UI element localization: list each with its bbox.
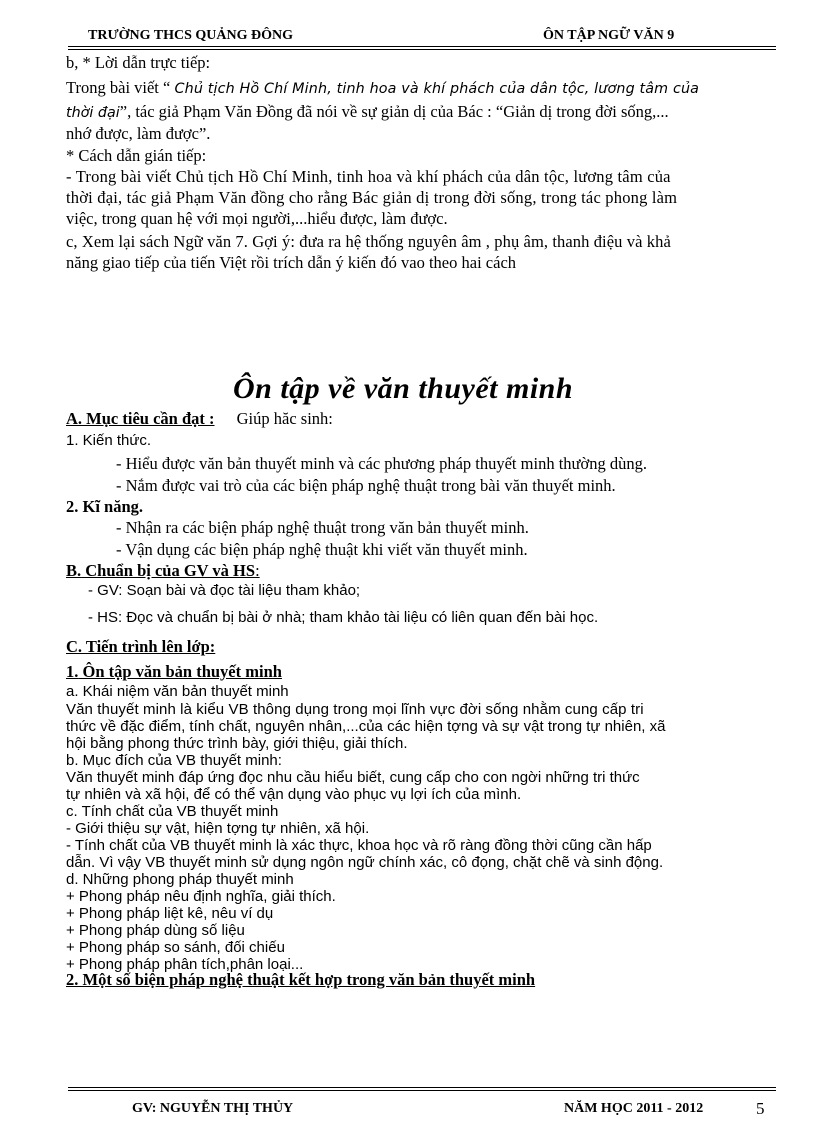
purpose-heading: b. Mục đích của VB thuyết minh: [66, 752, 282, 769]
knowledge-item-1: - Hiểu được văn bản thuyết minh và các phương pháp thuyết minh thường dùng. [116, 454, 647, 473]
footer-year: NĂM HỌC 2011 - 2012 [564, 1101, 704, 1116]
footer-rule-top [68, 1087, 776, 1088]
preparation-letter: B. [66, 561, 82, 580]
methods-item: + Phong pháp liệt kê, nêu ví dụ [66, 905, 274, 922]
purpose-line-1: Văn thuyết minh đáp ứng đọc nhu cầu hiểu biết, cung cấp cho con ngời những tri thức [66, 769, 640, 786]
procedure-heading: C. Tiến trình lên lớp: [66, 637, 216, 656]
section-b-quote-line1 [66, 78, 770, 98]
section-b-quote-line2 [66, 102, 669, 122]
objectives-label [66, 409, 215, 428]
section-c-line-1: c, Xem lại sách Ngữ văn 7. Gợi ý: đưa ra hệ thống nguyên âm , phụ âm, thanh điệu và khả [66, 232, 671, 251]
skills-heading: 2. Kĩ năng. [66, 497, 144, 516]
property-heading: c. Tính chất của VB thuyết minh [66, 803, 279, 820]
quote-book-title: Chủ tịch Hồ Chí Minh, tinh hoa và khí phách của dân tộc, lương tâm của [174, 81, 700, 97]
concept-line-2: thức về đặc điểm, tính chất, nguyên nhân,...của các hiện tợng và sự vật trong tự nhiên, xã [66, 718, 666, 735]
lesson-title: Ôn tập về văn thuyết minh [233, 372, 574, 405]
preparation-heading [66, 561, 260, 581]
concept-line-1: Văn thuyết minh là kiểu VB thông dụng trong mọi lĩnh vực đời sống nhằm cung cấp tri [66, 701, 644, 718]
quote-suffix: ”, tác giả Phạm Văn Đồng đã nói về sự giản dị của Bác : “Giản dị trong đời sống,... [119, 102, 669, 121]
indirect-line-3: việc, trong quan hệ với mọi người,...hiểu được, làm được. [66, 209, 448, 228]
knowledge-heading: 1. Kiến thức. [66, 432, 152, 449]
skills-item-2: - Vận dụng các biện pháp nghệ thuật khi viết văn thuyết minh. [116, 540, 528, 559]
preparation-label [66, 561, 255, 580]
review-title: Ôn tập văn bản thuyết minh [78, 662, 282, 681]
indirect-heading: * Cách dẫn gián tiếp: [66, 146, 207, 165]
section-c-line-2: năng giao tiếp của tiến Việt rồi trích dẫn ý kiến đó vao theo hai cách [66, 253, 517, 272]
review-number: 1. [66, 662, 79, 681]
quote-prefix: Trong bài viết “ [66, 78, 175, 97]
art-measures-heading: 2. Một số biện pháp nghệ thuật kết hợp trong văn bản thuyết minh [66, 970, 536, 989]
preparation-colon: : [255, 561, 260, 580]
header-subject: ÔN TẬP NGỮ VĂN 9 [543, 28, 675, 43]
objectives-title: Mục tiêu cần đạt : [82, 409, 215, 428]
property-line-3: dẫn. Vì vậy VB thuyết minh sử dụng ngôn ngữ chính xác, cô đọng, chặt chẽ và sinh động. [66, 854, 664, 871]
section-b-quote-line3: nhớ được, làm được”. [66, 124, 211, 143]
knowledge-item-2: - Nắm được vai trò của các biện pháp nghệ thuật trong bài văn thuyết minh. [116, 476, 616, 495]
methods-item: + Phong pháp so sánh, đối chiếu [66, 939, 285, 956]
quote-book-title-end: thời đại [66, 105, 120, 121]
methods-item: + Phong pháp nêu định nghĩa, giải thích. [66, 888, 336, 905]
preparation-teacher: - GV: Soạn bài và đọc tài liệu tham khảo; [88, 582, 361, 599]
objectives-help: Giúp hăc sinh: [236, 409, 333, 428]
indirect-line-2: thời đại, tác giả Phạm Văn đồng cho rằng Bác giản dị trong đời sống, trong tác phong làm [66, 188, 678, 207]
methods-heading: d. Những phong pháp thuyết minh [66, 871, 294, 888]
property-line-2: - Tính chất của VB thuyết minh là xác thực, khoa học và rõ ràng đồng thời cũng cần hấp [66, 837, 652, 854]
section-b-heading: b, * Lời dẫn trực tiếp: [66, 53, 211, 72]
header-rule-top [68, 46, 776, 47]
footer-teacher: GV: NGUYỄN THỊ THỦY [132, 1101, 294, 1116]
indirect-line-1: - Trong bài viết Chủ tịch Hồ Chí Minh, tinh hoa và khí phách của dân tộc, lương tâm của [66, 167, 671, 186]
skills-item-1: - Nhận ra các biện pháp nghệ thuật trong văn bản thuyết minh. [116, 518, 529, 537]
preparation-students: - HS: Đọc và chuẩn bị bài ở nhà; tham khảo tài liệu có liên quan đến bài học. [88, 609, 599, 626]
footer-rule-bottom [68, 1090, 776, 1091]
concept-heading: a. Khái niệm văn bản thuyết minh [66, 683, 289, 700]
methods-item: + Phong pháp phân tích,phân loại... [66, 956, 304, 973]
methods-item: + Phong pháp dùng số liệu [66, 922, 245, 939]
property-line-1: - Giới thiệu sự vật, hiện tợng tự nhiên, xã hội. [66, 820, 370, 837]
concept-line-3: hội bằng phong thức trình bày, giới thiệu, giải thích. [66, 735, 408, 752]
page-number: 5 [756, 1099, 765, 1118]
header-rule-bottom [68, 49, 776, 50]
purpose-line-2: tự nhiên và xã hội, để có thể vận dụng vào phục vụ lợi ích của mình. [66, 786, 522, 803]
review-heading [66, 662, 282, 682]
header-school: TRƯỜNG THCS QUẢNG ĐÔNG [88, 28, 293, 43]
objectives-heading [66, 409, 333, 429]
preparation-title: Chuẩn bị của GV và HS [81, 561, 256, 580]
objectives-letter: A. [66, 409, 83, 428]
review-label [66, 662, 282, 681]
